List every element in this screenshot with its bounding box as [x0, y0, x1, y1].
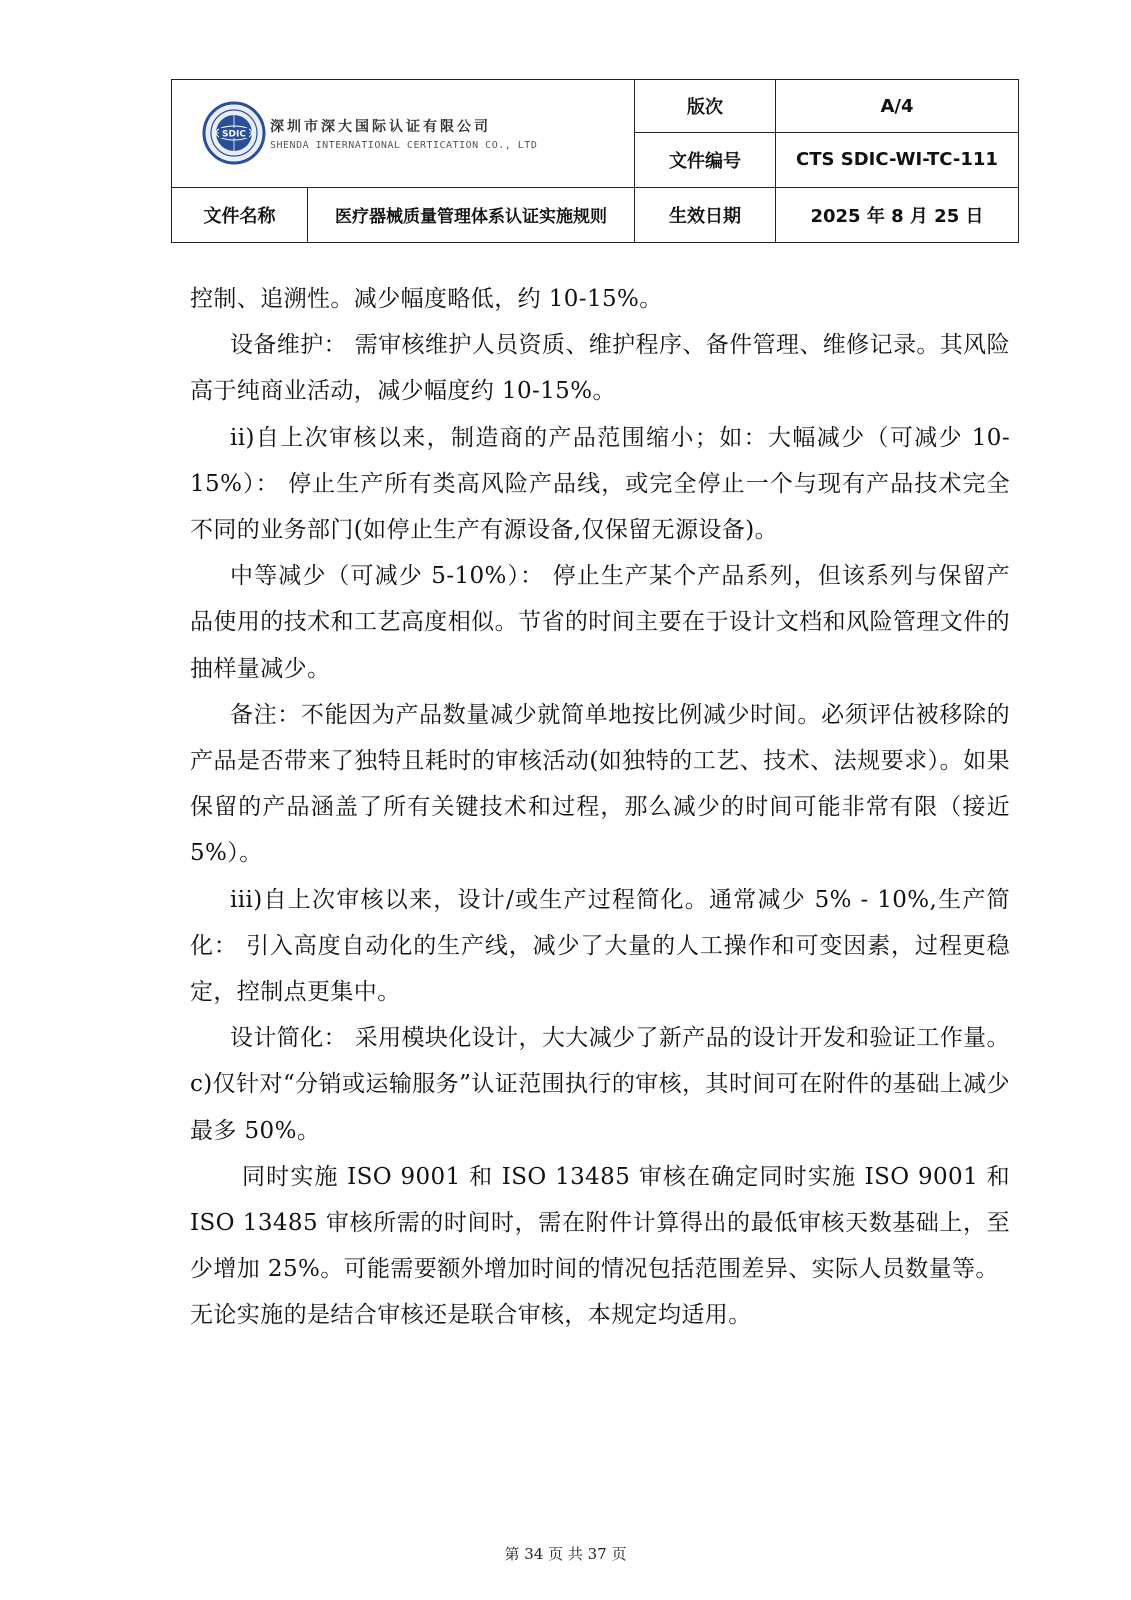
- company-name-en: SHENDA INTERNATIONAL CERTICATION CO., LTD: [270, 139, 538, 151]
- paragraph: c)仅针对“分销或运输服务”认证范围执行的审核，其时间可在附件的基础上减少最多 50%。: [190, 1071, 1010, 1144]
- paragraph: iii)自上次审核以来，设计/或生产过程简化。通常减少 5% - 10%,生产简化： 引入高度自动化的生产线，减少了大量的人工操作和可变因素，过程更稳定，控制点更集中。: [190, 886, 1010, 1006]
- company-name-cn: 深圳市深大国际认证有限公司: [270, 118, 491, 135]
- paragraph: 无论实施的是结合审核还是联合审核，本规定均适用。: [190, 1302, 752, 1329]
- paragraph: 设计简化： 采用模块化设计，大大减少了新产品的设计开发和验证工作量。: [230, 1025, 1010, 1052]
- paragraph: 备注：不能因为产品数量减少就简单地按比例减少时间。必须评估被移除的产品是否带来了独特且耗时的审核活动(如独特的工艺、技术、法规要求）。如果保留的产品涵盖了所有关键技术和过程，那么减少的时间可能非常有限（接近 5%）。: [190, 701, 1010, 867]
- doc-name-value: 医疗器械质量管理体系认证实施规则: [308, 187, 635, 242]
- paragraph: 控制、追溯性。减少幅度略低，约 10-15%。: [190, 286, 663, 312]
- paragraph: ii)自上次审核以来，制造商的产品范围缩小；如：大幅减少（可减少 10-15%）： 停止生产所有类高风险产品线，或完全停止一个与现有产品技术完全不同的业务部门(如停止生产有源设备,仅保留无源设备)。: [190, 424, 1010, 544]
- doc-number-label: 文件编号: [635, 133, 776, 187]
- sdic-seal-icon: [202, 101, 266, 165]
- page-number: 第 34 页 共 37 页: [504, 1545, 627, 1563]
- company-logo-cell: [172, 80, 635, 188]
- doc-number-value: CTS SDIC-WI-TC-111: [776, 133, 1019, 187]
- document-body: [190, 276, 1010, 1339]
- version-label: 版次: [635, 80, 776, 133]
- paragraph: 同时实施 ISO 9001 和 ISO 13485 审核在确定同时实施 ISO 9001 和 ISO 13485 审核所需的时间时，需在附件计算得出的最低审核天数基础上，至少增加 25%。可能需要额外增加时间的情况包括范围差异、实际人员数量等。: [190, 1163, 1010, 1283]
- doc-name-label: 文件名称: [172, 187, 308, 242]
- paragraph: 设备维护： 需审核维护人员资质、维护程序、备件管理、维修记录。其风险高于纯商业活动，减少幅度约 10-15%。: [190, 332, 1010, 405]
- paragraph: 中等减少（可减少 5-10%）： 停止生产某个产品系列，但该系列与保留产品使用的技术和工艺高度相似。节省的时间主要在于设计文档和风险管理文件的抽样量减少。: [190, 563, 1010, 682]
- document-header-table: [171, 79, 1019, 243]
- effective-date-label: 生效日期: [635, 187, 776, 242]
- version-value: A/4: [776, 80, 1019, 133]
- svg-text:SDIC: SDIC: [222, 129, 246, 140]
- effective-date-value: 2025 年 8 月 25 日: [776, 187, 1019, 242]
